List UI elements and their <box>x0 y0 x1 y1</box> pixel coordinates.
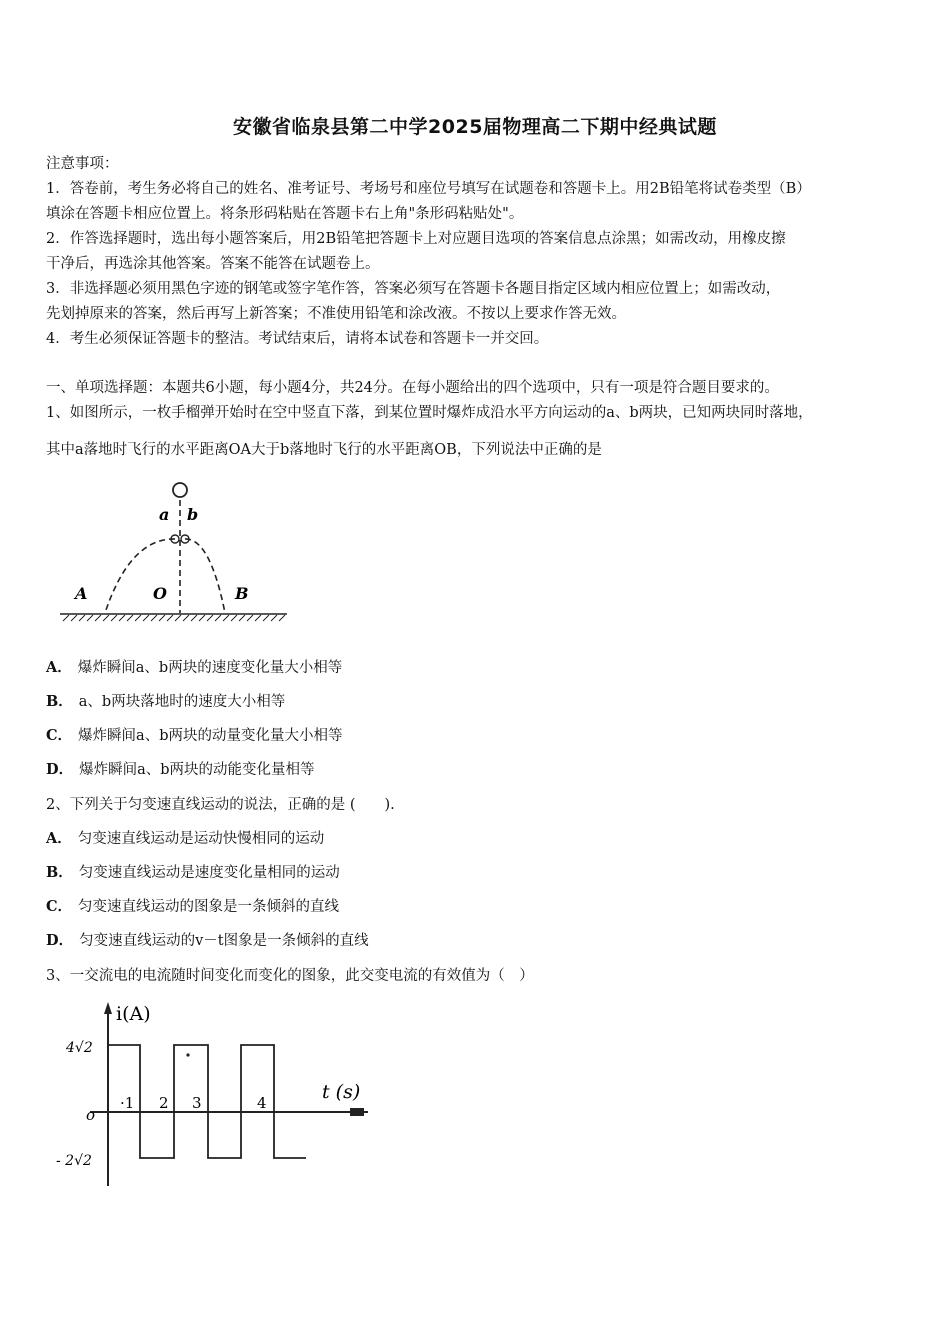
y-axis-label: i(A) <box>116 1003 151 1025</box>
current-waveform <box>108 1045 306 1158</box>
high-value-label: 4√2 <box>66 1040 93 1056</box>
q2-option-a <box>46 827 324 848</box>
option-text: 爆炸瞬间a、b两块的速度变化量大小相等 <box>77 660 343 676</box>
page-title: 安徽省临泉县第二中学2025届物理高二下期中经典试题 <box>233 116 717 138</box>
q3-graph <box>50 998 390 1193</box>
option-text: 匀变速直线运动是运动快慢相同的运动 <box>77 831 325 847</box>
notice-line: 干净后，再选涂其他答案。答案不能答在试题卷上。 <box>46 256 380 272</box>
option-text: a、b两块落地时的速度大小相等 <box>78 694 286 710</box>
tick-label: ·1 <box>120 1094 135 1112</box>
trajectory-b <box>185 539 225 613</box>
notice-heading: 注意事项： <box>46 156 119 172</box>
y-axis-arrow-icon <box>104 1002 112 1014</box>
option-letter: B． <box>46 693 73 710</box>
q1-option-d <box>46 758 315 779</box>
section-heading: 一、单项选择题：本题共6小题，每小题4分，共24分。在每小题给出的四个选项中，只有一项是符合题目要求的。 <box>46 380 779 396</box>
option-letter: C． <box>46 898 73 915</box>
ground-hatching <box>63 615 285 621</box>
x-axis-label: t (s) <box>322 1081 361 1103</box>
q2-stem: 2、下列关于匀变速直线运动的说法，正确的是 ( ). <box>46 797 395 813</box>
notice-line: 1．答卷前，考生务必将自己的姓名、准考证号、考场号和座位号填写在试题卷和答题卡上。用2B铅笔将试卷类型（B） <box>46 181 811 197</box>
notice-line: 填涂在答题卡相应位置上。将条形码粘贴在答题卡右上角"条形码粘贴处"。 <box>46 206 524 222</box>
option-letter: D． <box>46 932 74 949</box>
label-O: O <box>153 584 167 603</box>
origin-label: o <box>86 1106 96 1124</box>
low-value-label: - 2√2 <box>56 1153 92 1169</box>
label-A: A <box>75 584 88 603</box>
q2-option-d <box>46 929 369 950</box>
q1-stem: 1、如图所示，一枚手榴弹开始时在空中竖直下落，到某位置时爆炸成沿水平方向运动的a、b两块，已知两块同时落地， <box>46 405 813 421</box>
tick-label: 4 <box>257 1094 267 1112</box>
tick-label: 3 <box>192 1094 202 1112</box>
q2-option-b <box>46 861 340 882</box>
option-letter: A． <box>46 659 72 676</box>
tick-label: 2 <box>159 1094 169 1112</box>
option-text: 匀变速直线运动的图象是一条倾斜的直线 <box>78 899 340 915</box>
notice-line: 3．非选择题必须用黑色字迹的钢笔或签字笔作答，答案必须写在答题卡各题目指定区域内相应位置上；如需改动， <box>46 281 781 297</box>
option-letter: B． <box>46 864 73 881</box>
notice-line: 4．考生必须保证答题卡的整洁。考试结束后，请将本试卷和答题卡一并交回。 <box>46 331 549 347</box>
q2-option-c <box>46 895 339 916</box>
option-text: 匀变速直线运动的v－t图象是一条倾斜的直线 <box>79 933 369 949</box>
q1-option-c <box>46 724 342 745</box>
notice-line: 2．作答选择题时，选出每小题答案后，用2B铅笔把答题卡上对应题目选项的答案信息点涂黑；如需改动，用橡皮擦 <box>46 231 786 247</box>
stray-dot <box>186 1053 189 1056</box>
q1-figure <box>55 478 295 628</box>
option-letter: A． <box>46 830 72 847</box>
label-B: B <box>235 584 249 603</box>
option-text: 爆炸瞬间a、b两块的动量变化量大小相等 <box>78 728 343 744</box>
option-letter: D． <box>46 761 74 778</box>
label-b: b <box>187 505 199 524</box>
q1-option-a <box>46 656 342 677</box>
option-text: 匀变速直线运动是速度变化量相同的运动 <box>78 865 340 881</box>
x-axis-arrow-icon <box>350 1108 364 1116</box>
notice-line: 先划掉原来的答案，然后再写上新答案；不准使用铅笔和涂改液。不按以上要求作答无效。 <box>46 306 626 322</box>
option-letter: C． <box>46 727 73 744</box>
grenade-icon <box>173 483 187 497</box>
label-a: a <box>159 505 170 524</box>
q3-stem: 3、一交流电的电流随时间变化而变化的图象，此交变电流的有效值为（ ） <box>46 968 534 984</box>
q1-option-b <box>46 690 285 711</box>
option-text: 爆炸瞬间a、b两块的动能变化量相等 <box>79 762 315 778</box>
q1-stem: 其中a落地时飞行的水平距离OA大于b落地时飞行的水平距离OB，下列说法中正确的是 <box>46 442 602 458</box>
